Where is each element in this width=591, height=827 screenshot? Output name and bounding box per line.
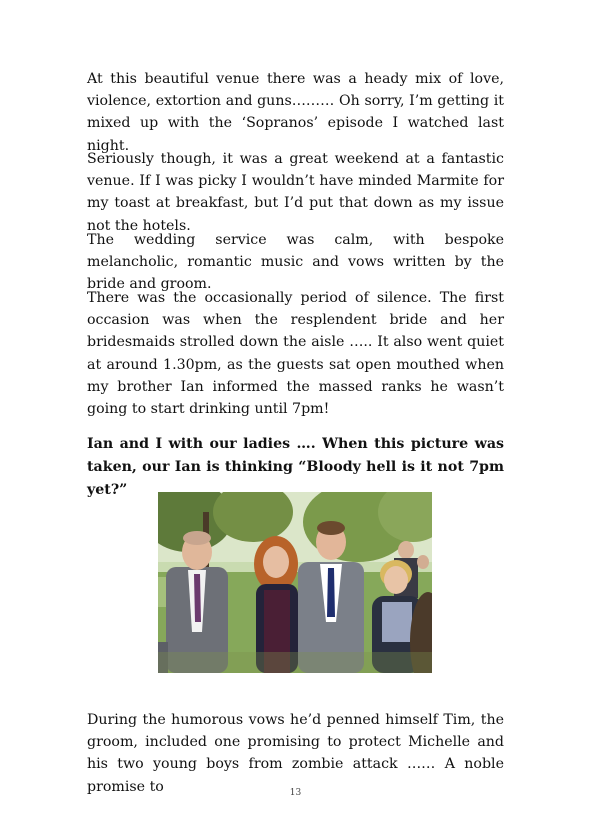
photo-caption: Ian and I with our ladies …. When this picture was taken, our Ian is thinking “Bloody hell is it not 7pm yet?” [87,436,504,498]
wedding-group-photo [158,492,432,673]
paragraph-wedding-service: The wedding service was calm, with bespoke melancholic, romantic music and vows written by the bride and groom. [87,232,504,293]
page-number: 13 [289,788,302,798]
paragraph-silence: There was the occasionally period of silence. The first occasion was when the resplendent bride and her bridesmaids strolled down the aisle ….. It also went quiet at around 1.30pm, as the guests sat open mouthed when my brother Ian informed the massed ranks he wasn’t going to start drinking until 7pm! [87,290,504,418]
paragraph-vows: During the humorous vows he’d penned himself Tim, the groom, included one promising to protect Michelle and his two young boys from zombie attack …… A noble promise to [87,712,504,795]
paragraph-weekend: Seriously though, it was a great weekend at a fantastic venue. If I was picky I wouldn’t have minded Marmite for my toast at breakfast, but I’d put that down as my issue not the hotels. [87,151,504,234]
paragraph-venue: At this beautiful venue there was a heady mix of love, violence, extortion and guns……… Oh sorry, I’m getting it mixed up with the ‘Sopranos’ episode I watched last night. [87,71,504,154]
